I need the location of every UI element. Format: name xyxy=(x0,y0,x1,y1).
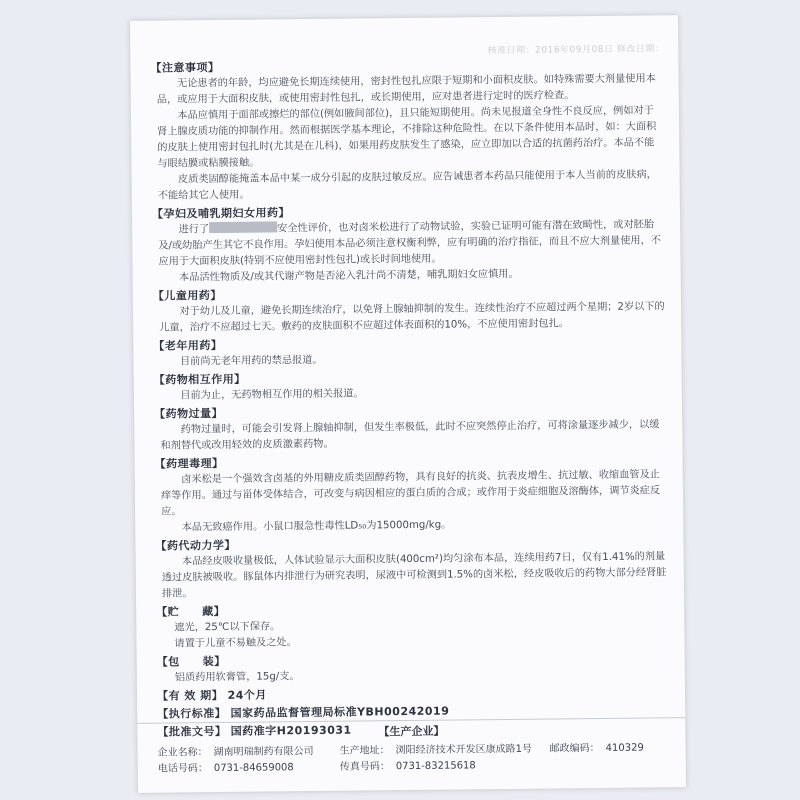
zip-value: 410329 xyxy=(605,742,644,754)
section xyxy=(157,649,669,686)
leaflet-content xyxy=(150,55,669,742)
section xyxy=(153,333,665,370)
section-paragraph: 铝质药用软膏管，15g/支。 xyxy=(174,671,300,684)
section-heading: 【包 装】 xyxy=(156,654,226,669)
phone-value: 0731-84659008 xyxy=(213,762,294,775)
section-heading: 【注意事项】 xyxy=(150,60,220,75)
section-heading: 【有 效 期】 24个月 xyxy=(156,688,267,703)
phone-label: 电话号码： xyxy=(157,763,208,775)
section xyxy=(155,451,668,536)
zip-label: 邮政编码： xyxy=(549,743,600,755)
section-paragraph: 药物过量时，可能会引发肾上腺轴抑制，但发生率极低，此时不应突然停止治疗，可将涂量逐步减少，以缓和剂替代或改用轻效的皮质激素药物。 xyxy=(160,419,660,452)
section-paragraph: 皮质类固醇能掩盖本品中某一成分引起的皮肤过敏反应。应告诫患者本药品只能使用于本人当前的皮肤病，不能给其它人使用。 xyxy=(157,169,657,202)
section xyxy=(152,201,665,286)
section-heading: 【贮 藏】 xyxy=(156,604,226,619)
section-heading: 【药代动力学】 xyxy=(155,538,237,553)
section-heading: 【药物相互作用】 xyxy=(153,372,246,387)
section-paragraph: 进行了 安全性评价，也对卤米松进行了动物试验，实验已证明可能有潜在致畸性，或对胚胎及/或幼胎产生其它不良作用。孕妇使用本品必须注意权衡利弊，应有明确的治疗指征，而且不应大剂量使用，不应用于大面积皮肤(特别不应使用密封性包扎)或长时间地使用。 xyxy=(158,219,661,268)
section xyxy=(156,599,668,652)
section xyxy=(153,283,665,336)
section-heading: 【执行标准】 国家药品监督管理局标准YBH00242019 xyxy=(157,704,450,721)
section-paragraph: 遮光，25℃以下保存。 xyxy=(174,621,281,634)
section-paragraph: 无论患者的年龄，均应避免长期连续使用，密封性包扎应限于短期和小面积皮肤。如特殊需要大剂量使用本品，或应用于大面积皮肤，或使用密封性包扎，或长期使用，应对患者进行定时的医疗检查。 xyxy=(156,73,656,106)
section xyxy=(154,367,666,404)
section-heading: 【老年用药】 xyxy=(153,338,223,353)
section-paragraph: 本品活性物质及/或其代谢产物是否泌入乳汁尚不清楚，哺乳期妇女应慎用。 xyxy=(178,268,519,284)
leaflet-sheet xyxy=(130,15,686,793)
header-ghost-text: 核准日期：2016年09月08日 修改日期： xyxy=(487,44,665,57)
section-paragraph: 对于幼儿及儿童，避免长期连续治疗，以免肾上腺轴抑制的发生。连续性治疗不应超过两个星期；2岁以下的儿童，治疗不应超过七天。敷药的皮肤面积不应超过体表面积的10%，不应使用密封包扎。 xyxy=(159,301,665,334)
address-label: 生产地址： xyxy=(339,745,390,757)
section-heading: 【孕妇及哺乳期妇女用药】 xyxy=(151,206,291,221)
section xyxy=(155,533,668,602)
company-label: 企业名称： xyxy=(157,747,208,759)
fax-label: 传真号码： xyxy=(339,761,390,773)
section-paragraph: 本品经皮吸收量极低，人体试验显示大面积皮肤(400cm²)均匀涂布本品，连续用药7日，仅有1.41%的剂量透过皮肤被吸收。豚鼠体内排泄行为研究表明，尿液中可检测到1.5%的卤米松，经皮吸收后的药物大部分经肾脏排泄。 xyxy=(161,551,667,600)
section-paragraph: 本品无致癌作用。小鼠口服急性毒性LD₅₀为15000mg/kg。 xyxy=(181,519,452,534)
section-heading: 【药物过量】 xyxy=(154,406,224,421)
section xyxy=(154,401,666,454)
section xyxy=(150,55,663,204)
company-value: 湖南明瑞制药有限公司 xyxy=(213,746,314,759)
section-paragraph: 请置于儿童不易触及之处。 xyxy=(174,637,297,650)
section-paragraph: 本品应慎用于面部或擦烂的部位(例如腋间部位)，且只能短期使用。尚未见报道全身性不良反应，例如对于肾上腺皮质功能的抑制作用。然而根据医学基本理论，不排除这种危险性。在以下条件使用本品时，如：大面积的皮肤上使用密封包扎时(尤其是在儿科)，如果用药皮肤发生了感染，应立即加以合适的抗菌药治疗。本品不能与眼结膜或粘膜接触。 xyxy=(157,105,657,170)
redaction-mark xyxy=(209,221,277,233)
manufacturer-grid xyxy=(158,740,678,777)
section-heading: 【药理毒理】 xyxy=(154,456,224,471)
manufacturer-title: 【生产企业】 xyxy=(378,724,445,739)
section-paragraph: 目前尚无老年用药的禁忌报道。 xyxy=(179,354,323,368)
address-value: 浏阳经济技术开发区康成路1号 xyxy=(395,743,533,757)
section-heading: 【儿童用药】 xyxy=(152,288,222,303)
fax-value: 0731-83215618 xyxy=(395,760,476,773)
section-paragraph: 卤米松是一个强效含卤基的外用糖皮质类固醇药物，具有良好的抗炎、抗表皮增生、抗过敏、收缩血管及止痒等作用。通过与甾体受体结合，可改变与病因相应的蛋白质的合成；或作用于炎症细胞及溶酶体，调节炎症反应。 xyxy=(160,469,661,518)
section-paragraph: 目前为止，无药物相互作用的相关报道。 xyxy=(180,388,364,402)
section-heading: 【批准文号】 国药准字H20193031 xyxy=(157,723,352,739)
